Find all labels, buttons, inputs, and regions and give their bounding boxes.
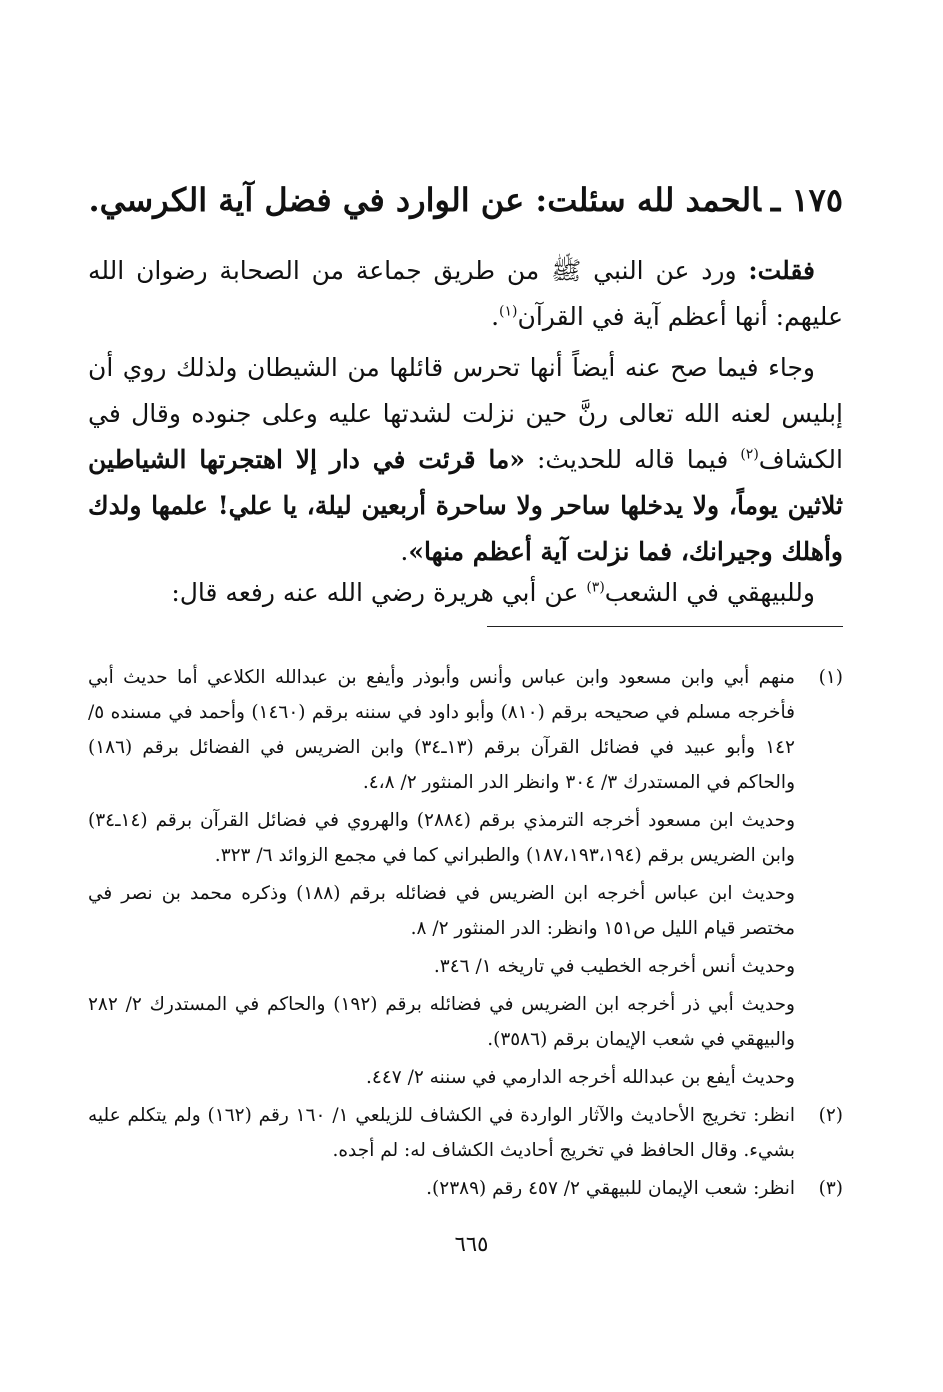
answer-paragraph-3 (88, 570, 843, 616)
p2-text-b: فيما قاله للحديث: (524, 445, 741, 474)
footnote-ref-1[interactable]: (١) (499, 303, 518, 320)
footnote-ref-3[interactable]: (٣) (586, 579, 605, 596)
footnote-separator (487, 626, 843, 627)
p1-text-a: ورد عن النبي ﷺ من طريق جماعة من الصحابة رضوان الله عليهم: أنها أعظم آية في القرآن (88, 256, 843, 331)
hadith-quote: «ما قرئت في دار إلا اهتجرتها الشياطين ثلاثين يوماً، ولا يدخلها ساحر ولا ساحرة أربعين ليلة، يا علي! علمها ولدك وأهلك وجيرانك، فما نزلت آية أعظم منها» (88, 445, 843, 566)
footnote-paragraph: انظر: شعب الإيمان للبيهقي ٢/ ٤٥٧ رقم (٢٣٨٩). (426, 1178, 795, 1199)
footnote-paragraph: وحديث ابن مسعود أخرجه الترمذي برقم (٢٨٨٤) والهروي في فضائل القرآن برقم (١٤ـ٣٤) وابن الضريس برقم (١٨٧،١٩٣،١٩٤) والطبراني كما في مجمع الزوائد ٦/ ٣٢٣. (88, 810, 795, 866)
footnote-paragraph: انظر: تخريج الأحاديث والآثار الواردة في الكشاف للزيلعي ١/ ١٦٠ رقم (١٦٢) ولم يتكلم عليه بشيء. وقال الحافظ في تخريج أحاديث الكشاف له: لم أجده. (88, 1105, 795, 1161)
footnote-body (88, 660, 795, 1098)
p1-text-b: . (491, 302, 500, 331)
p3-text-a: وللبيهقي في الشعب (604, 578, 815, 607)
footnote-1 (88, 660, 843, 1098)
question-number: ١٧٥ ـ (770, 181, 843, 219)
footnote-body (88, 1171, 795, 1209)
page-number: ٦٦٥ (454, 1232, 489, 1256)
answer-lead: فقلت: (748, 256, 815, 285)
footnote-number: (١) (818, 667, 843, 688)
footnotes (88, 660, 843, 1209)
footnote-paragraph: وحديث ابن عباس أخرجه ابن الضريس في فضائله برقم (١٨٨) وذكره محمد بن نصر في مختصر قيام الليل ص١٥١ وانظر: الدر المنثور ٢/ ٨. (88, 883, 795, 939)
footnote-ref-2[interactable]: (٢) (740, 446, 759, 463)
answer-paragraph-1 (88, 248, 843, 340)
p3-text-b: عن أبي هريرة رضي الله عنه رفعه قال: (171, 578, 587, 607)
footnote-paragraph: منهم أبي وابن مسعود وابن عباس وأنس وأبوذر وأيفع بن عبدالله الكلاعي أما حديث أبي فأخرجه مسلم في صحيحه برقم (٨١٠) وأبو داود في سننه برقم (١٤٦٠) وأحمد في مسنده ٥/ ١٤٢ وأبو عبيد في فضائل القرآن برقم (١٣ـ٣٤) وابن الضريس في الفضائل برقم (١٨٦) والحاكم في المستدرك ٣/ ٣٠٤ وانظر الدر المنثور ٢/ ٤،٨. (88, 667, 795, 793)
footnote-body (88, 1098, 795, 1171)
p2-text-a: وجاء فيما صح عنه أيضاً أنها تحرس قائلها من الشيطان ولذلك روي أن إبليس لعنه الله تعالى رنَّ حين نزلت لشدتها عليه وعلى جنوده وقال في الكشاف (88, 353, 843, 474)
footnote-3 (88, 1171, 843, 1209)
footnote-paragraph: وحديث أنس أخرجه الخطيب في تاريخه ١/ ٣٤٦. (433, 956, 795, 977)
footnote-number: (٣) (818, 1178, 843, 1199)
footnote-number: (٢) (818, 1105, 843, 1126)
question-heading (88, 174, 843, 226)
footnote-paragraph: وحديث أيفع بن عبدالله أخرجه الدارمي في سننه ٢/ ٤٤٧. (366, 1067, 795, 1088)
question-title: الحمد لله سئلت: عن الوارد في فضل آية الكرسي. (88, 181, 761, 219)
p2-text-c: . (400, 537, 409, 566)
answer-paragraph-2 (88, 345, 843, 575)
footnote-paragraph: وحديث أبي ذر أخرجه ابن الضريس في فضائله برقم (١٩٢) والحاكم في المستدرك ٢/ ٢٨٢ والبيهقي في شعب الإيمان برقم (٣٥٨٦). (88, 994, 795, 1050)
footnote-2 (88, 1098, 843, 1171)
